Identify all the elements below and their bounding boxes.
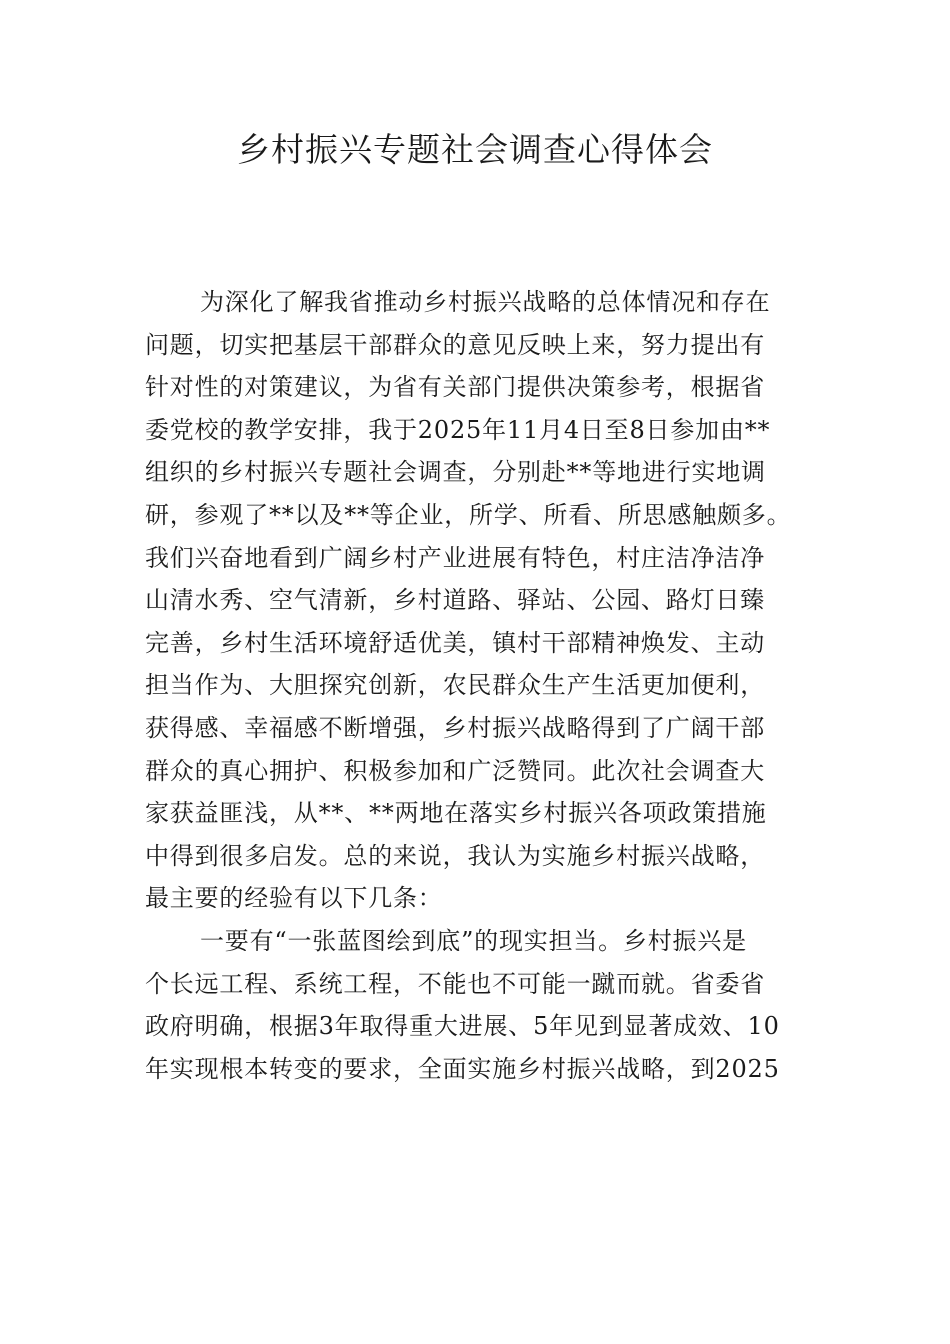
text-line: 委党校的教学安排，我于2025年11月4日至8日参加由** bbox=[145, 415, 771, 444]
text-line: 完善，乡村生活环境舒适优美，镇村干部精神焕发、主动 bbox=[145, 628, 765, 657]
text-line: 家获益匪浅，从**、**两地在落实乡村振兴各项政策措施 bbox=[145, 799, 767, 828]
text-line: 我们兴奋地看到广阔乡村产业进展有特色，村庄洁净洁净 bbox=[145, 543, 765, 572]
text-line: 中得到很多启发。总的来说，我认为实施乡村振兴战略， bbox=[145, 841, 765, 870]
text-line: 政府明确，根据3年取得重大进展、5年见到显著成效、10 bbox=[145, 1012, 780, 1041]
text-line: 最主要的经验有以下几条： bbox=[145, 884, 443, 913]
text-line: 一要有“一张蓝图绘到底”的现实担当。乡村振兴是 bbox=[200, 926, 747, 955]
text-line: 群众的真心拥护、积极参加和广泛赞同。此次社会调查大 bbox=[145, 756, 765, 785]
text-line: 问题，切实把基层干部群众的意见反映上来，努力提出有 bbox=[145, 330, 765, 359]
document-body bbox=[145, 281, 813, 1090]
text-line: 担当作为、大胆探究创新，农民群众生产生活更加便利， bbox=[145, 671, 765, 700]
text-line: 山清水秀、空气清新，乡村道路、驿站、公园、路灯日臻 bbox=[145, 586, 765, 615]
text-line: 针对性的对策建议，为省有关部门提供决策参考，根据省 bbox=[145, 373, 765, 402]
document-title: 乡村振兴专题社会调查心得体会 bbox=[237, 130, 713, 169]
paragraph-1 bbox=[145, 281, 813, 920]
text-line: 为深化了解我省推动乡村振兴战略的总体情况和存在 bbox=[200, 288, 771, 316]
paragraph-2 bbox=[145, 920, 813, 1090]
text-line: 获得感、幸福感不断增强，乡村振兴战略得到了广阔干部 bbox=[145, 713, 765, 742]
text-line: 个长远工程、系统工程，不能也不可能一蹴而就。省委省 bbox=[145, 969, 765, 998]
text-line: 研，参观了**以及**等企业，所学、所看、所思感触颇多。 bbox=[145, 500, 792, 529]
text-line: 组织的乡村振兴专题社会调查，分别赴**等地进行实地调 bbox=[145, 458, 766, 487]
text-line: 年实现根本转变的要求，全面实施乡村振兴战略，到2025 bbox=[145, 1054, 780, 1083]
